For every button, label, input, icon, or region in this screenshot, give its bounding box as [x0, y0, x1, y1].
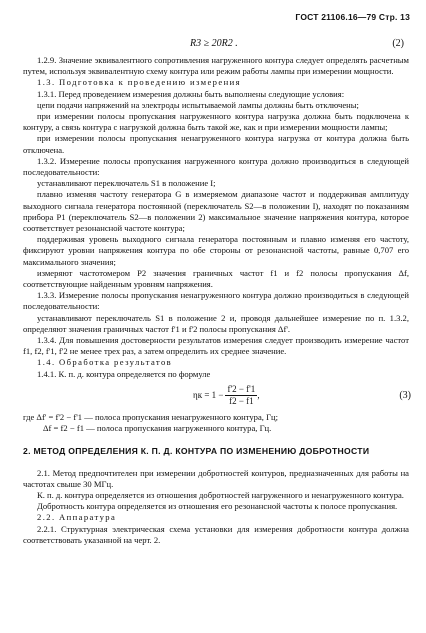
- section-2-title: 2. МЕТОД ОПРЕДЕЛЕНИЯ К. П. Д. КОНТУРА ПО ИЗМЕНЕНИЮ ДОБРОТНОСТИ: [23, 446, 370, 457]
- paragraph-1-3-2-b: плавно изменяя частоту генератора G в измеряемом диапазоне частот и поддерживая амплитуду выходного сигнала генератора постоянной (переключатель S2—в положении I), находят по показаниям прибора P1 (переключатель S2—в положении 2) максимальное значение напряжения контура, которое соответствует резонансной частоте контура;: [23, 189, 409, 234]
- equation-3-number: (3): [399, 389, 411, 401]
- paragraph-2-1: 2.1. Метод предпочтителен при измерении добротностей контуров, предназначенных для работы на частотах свыше 30 МГц.: [23, 467, 409, 489]
- paragraph-1-3-3: 1.3.3. Измерение полосы пропускания ненагруженного контура должно производиться в следующей последовательности:: [23, 290, 409, 312]
- page-header: ГОСТ 21106.16—79 Стр. 13: [295, 12, 410, 22]
- paragraph-2-1-b: Добротность контура определяется из отношения его резонансной частоты к полосе пропускания.: [37, 501, 398, 512]
- subheading-1-4: 1.4. Обработка результатов: [37, 357, 173, 368]
- equation-2-formula: R3 ≥ 20R2 .: [190, 38, 238, 49]
- paragraph-1-3-4: 1.3.4. Для повышения достоверности результатов измерения следует производить измерение частот f1, f2, f'1, f'2 не менее трех раз, а затем определить их среднее значение.: [23, 335, 409, 357]
- paragraph-1-4-1: 1.4.1. К. п. д. контура определяется по формуле: [37, 368, 211, 379]
- document-body: [23, 55, 409, 546]
- equation-3-lhs: ηк = 1 −: [193, 389, 224, 400]
- paragraph-1-3-1: 1.3.1. Перед проведением измерения должны быть выполнены следующие условия:: [37, 88, 345, 99]
- definition-line-2: Δf = f2 − f1 — полоса пропускания нагруженного контура, Гц.: [43, 423, 272, 434]
- definition-line-1: где Δf' = f'2 − f'1 — полоса пропускания ненагруженного контура, Гц;: [23, 411, 279, 422]
- equation-3-fraction: [225, 383, 260, 407]
- paragraph-1-3-3-a: устанавливают переключатель S1 в положение 2 и, проводя дальнейшее измерение по п. 1.3.2, определяют значения граничных частот f'1 и f'2 полосы пропускания Δf'.: [23, 312, 409, 334]
- paragraph-1-3-2-a: устанавливают переключатель S1 в положение I;: [37, 178, 216, 189]
- paragraph-2-1-a: К. п. д. контура определяется из отношения добротностей нагруженного и ненагруженного контура.: [37, 489, 404, 500]
- paragraph-1-3-2-c: поддерживая уровень выходного сигнала генератора постоянным и плавно изменяя его частоту, фиксируют уровни напряжения контура по обе стороны от резонансной частоты, равные 0,707 его максимального значения;: [23, 234, 409, 267]
- paragraph-1-3-2-d: измеряют частотомером P2 значения граничных частот f1 и f2 полосы пропускания Δf, соответствующие найденным уровням напряжения.: [23, 267, 409, 290]
- paragraph-1-3-1-a: цепи подачи напряжений на электроды испытываемой лампы должны быть отключены;: [37, 99, 359, 110]
- paragraph-1-3-1-c: при измерении полосы пропускания ненагруженного контура нагрузка от контура должна быть отключена.: [23, 133, 409, 155]
- equation-3-numerator: f'2 − f'1: [227, 383, 256, 394]
- paragraph-1-2-9: 1.2.9. Значение эквивалентного сопротивления нагруженного контура следует определять расчетным путем, используя эквивалентную схему контура или режим работы лампы при измерении мощности.: [23, 55, 409, 77]
- paragraph-2-2-1: 2.2.1. Структурная электрическая схема установки для измерения добротности контура должна соответствовать указанной на черт. 2.: [23, 523, 409, 545]
- equation-2-number: (2): [392, 38, 404, 49]
- equation-3-denominator: f2 − f1: [229, 395, 254, 406]
- equation-3: [23, 382, 409, 410]
- paragraph-1-3-1-b: при измерении полосы пропускания нагруженного контура нагрузка должна быть подключена к контуру, а связь контура с нагрузкой должна быть такой же, как и при измерении мощности лампы;: [23, 111, 409, 133]
- subheading-2-2: 2.2. Аппаратура: [37, 512, 117, 523]
- subheading-1-3: 1.3. Подготовка к проведению измерения: [37, 77, 241, 88]
- paragraph-1-3-2: 1.3.2. Измерение полосы пропускания нагруженного контура должно производиться в следующей последовательности:: [23, 155, 409, 178]
- equation-3-tail: ,: [257, 389, 260, 400]
